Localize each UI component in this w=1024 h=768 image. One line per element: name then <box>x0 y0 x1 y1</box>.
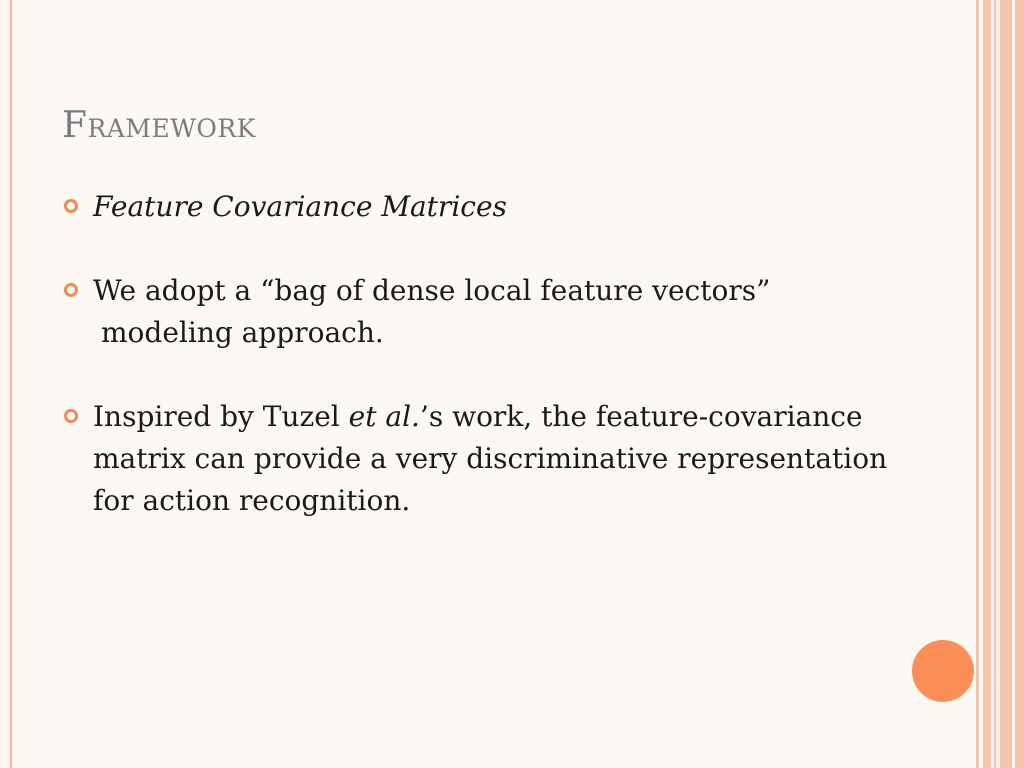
bullet-item <box>62 270 932 354</box>
bullet-item <box>62 186 932 228</box>
decorative-stripe <box>976 0 979 768</box>
decorative-stripe <box>983 0 991 768</box>
decorative-stripe <box>1000 0 1012 768</box>
left-border-line <box>10 0 12 768</box>
bullet-text-continuation: modeling approach. <box>101 316 384 349</box>
bullet-marker-icon <box>64 199 78 213</box>
decorative-circle <box>912 640 974 702</box>
decorative-stripe <box>1015 0 1024 768</box>
bullet-list <box>62 186 932 522</box>
slide-title: Framework <box>62 105 256 146</box>
bullet-marker-icon <box>64 409 78 423</box>
bullet-text-prefix: Inspired by Tuzel <box>93 400 349 433</box>
bullet-text: We adopt a “bag of dense local feature vectors” <box>93 274 771 307</box>
bullet-item <box>62 396 932 522</box>
decorative-stripe <box>994 0 996 768</box>
bullet-text-italic: et al. <box>348 400 420 433</box>
bullet-marker-icon <box>64 283 78 297</box>
bullet-text: Feature Covariance Matrices <box>93 190 507 223</box>
bullet-text-suffix: ’s work, the feature-covariance matrix can provide a very discriminative representation for action recognition. <box>93 400 888 517</box>
